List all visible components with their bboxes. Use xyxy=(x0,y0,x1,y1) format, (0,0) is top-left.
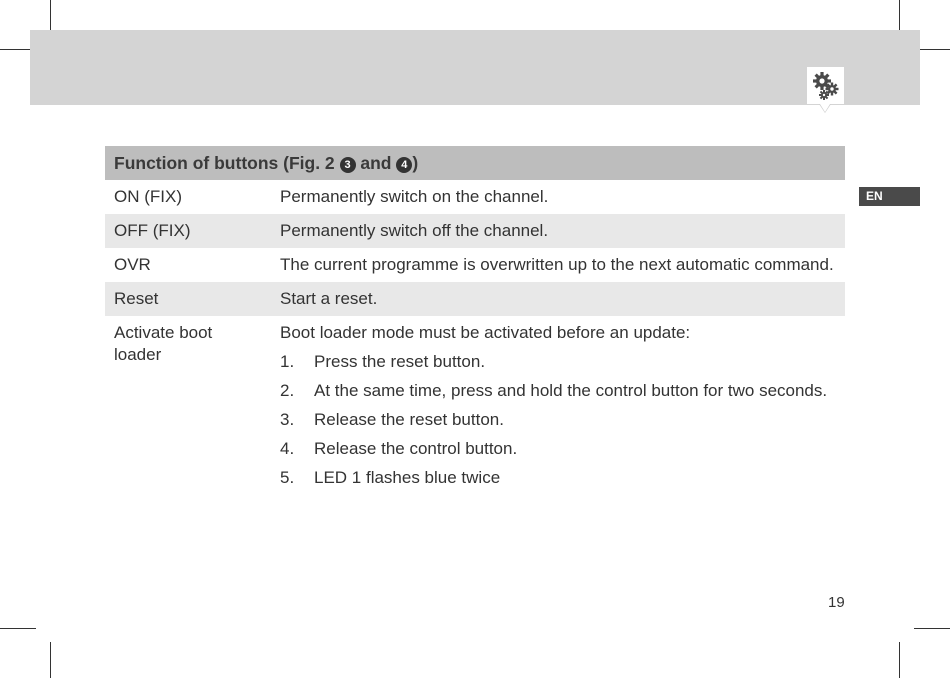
table-row xyxy=(105,180,845,214)
list-item xyxy=(280,434,845,463)
step-text: Release the control button. xyxy=(314,439,518,458)
row-key: ON (FIX) xyxy=(114,187,182,206)
row-key: OFF (FIX) xyxy=(114,221,191,240)
list-item xyxy=(280,405,845,434)
list-item xyxy=(280,463,845,492)
page-number: 19 xyxy=(828,594,845,611)
row-value: The current programme is overwritten up to the next automatic command. xyxy=(280,255,834,274)
step-text: At the same time, press and hold the control button for two seconds. xyxy=(314,381,828,400)
step-number: 3. xyxy=(280,410,295,429)
title-text: Function of buttons (Fig. 2 xyxy=(114,153,340,173)
table-row xyxy=(105,282,845,316)
crop-mark xyxy=(914,628,950,629)
list-item xyxy=(280,376,845,405)
row-value xyxy=(280,316,845,492)
language-tag: EN xyxy=(859,187,920,206)
step-number: 1. xyxy=(280,352,295,371)
title-text: ) xyxy=(412,153,419,173)
list-item xyxy=(280,347,845,376)
step-number: 5. xyxy=(280,468,295,487)
buttons-function-table xyxy=(105,146,845,492)
table-title xyxy=(105,146,845,180)
crop-mark xyxy=(0,628,36,629)
row-key: Reset xyxy=(114,289,159,308)
boot-loader-intro: Boot loader mode must be activated before an update: xyxy=(280,323,691,342)
row-key: Activate boot loader xyxy=(114,323,213,364)
figure-ref-3: 3 xyxy=(340,157,356,173)
step-number: 2. xyxy=(280,381,295,400)
header-band xyxy=(30,30,920,105)
table-row xyxy=(105,248,845,282)
step-text: Release the reset button. xyxy=(314,410,504,429)
gears-icon xyxy=(807,67,844,104)
row-value: Start a reset. xyxy=(280,289,378,308)
boot-loader-steps xyxy=(280,347,845,492)
table-row-boot-loader xyxy=(105,316,845,492)
row-value: Permanently switch on the channel. xyxy=(280,187,549,206)
title-text: and xyxy=(355,153,397,173)
gear-pointer xyxy=(820,104,830,112)
step-text: LED 1 flashes blue twice xyxy=(314,468,501,487)
step-number: 4. xyxy=(280,439,295,458)
row-value: Permanently switch off the channel. xyxy=(280,221,549,240)
figure-ref-4: 4 xyxy=(396,157,412,173)
table-row xyxy=(105,214,845,248)
crop-mark xyxy=(899,642,900,678)
row-key: OVR xyxy=(114,255,151,274)
crop-mark xyxy=(50,642,51,678)
step-text: Press the reset button. xyxy=(314,352,486,371)
